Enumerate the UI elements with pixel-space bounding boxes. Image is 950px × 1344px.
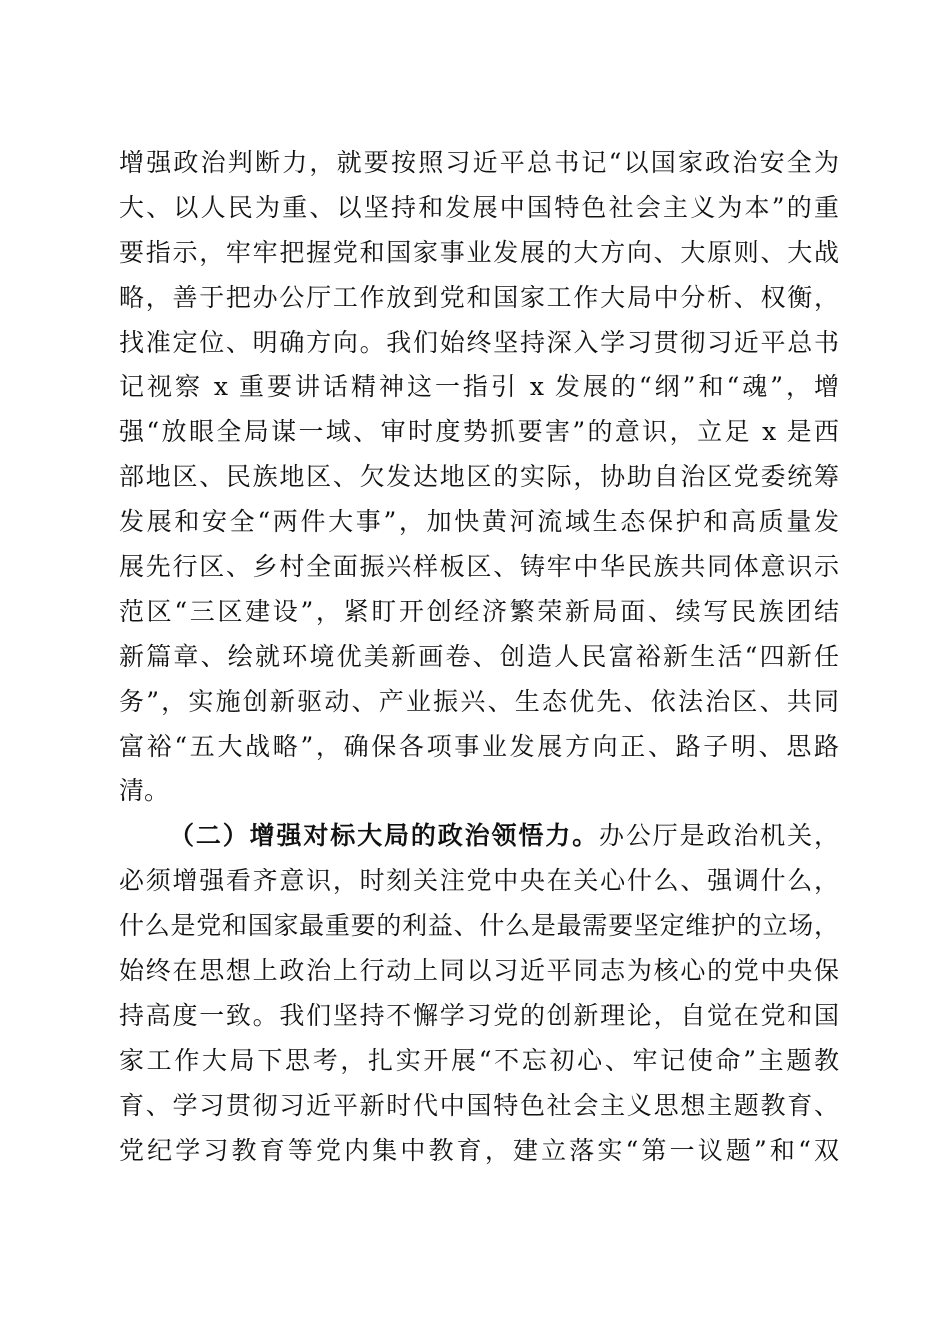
paragraph-line: 党纪学习教育等党内集中教育，建立落实“第一议题”和“双	[119, 1135, 839, 1165]
paragraph-line: 持高度一致。我们坚持不懈学习党的创新理论，自觉在党和国	[119, 1000, 839, 1030]
paragraph-line: 部地区、民族地区、欠发达地区的实际，协助自治区党委统筹	[119, 462, 839, 492]
paragraph-line: 什么是党和国家最重要的利益、什么是最需要坚定维护的立场，	[119, 911, 839, 941]
paragraph-line: 范区“三区建设”，紧盯开创经济繁荣新局面、续写民族团结	[119, 596, 839, 626]
paragraph-line: 清。	[119, 776, 170, 806]
paragraph-1	[119, 141, 839, 814]
paragraph-2	[119, 814, 839, 1173]
document-body	[119, 141, 839, 1173]
paragraph-line: 要指示，牢牢把握党和国家事业发展的大方向、大原则、大战	[119, 237, 839, 267]
paragraph-line: 增强政治判断力，就要按照习近平总书记“以国家政治安全为	[119, 148, 839, 177]
paragraph-heading-line	[119, 814, 839, 859]
heading-line-text: 办公厅是政治机关，	[598, 821, 839, 851]
paragraph-line: 大、以人民为重、以坚持和发展中国特色社会主义为本”的重	[119, 192, 839, 222]
paragraph-line: 略，善于把办公厅工作放到党和国家工作大局中分析、权衡，	[119, 282, 839, 312]
paragraph-line: 务”，实施创新驱动、产业振兴、生态优先、依法治区、共同	[119, 686, 839, 716]
paragraph-line: 富裕“五大战略”，确保各项事业发展方向正、路子明、思路	[119, 731, 839, 761]
paragraph-line: 家工作大局下思考，扎实开展“不忘初心、牢记使命”主题教	[119, 1045, 839, 1075]
paragraph-line: 发展和安全“两件大事”，加快黄河流域生态保护和高质量发	[119, 507, 839, 537]
paragraph-line: 育、学习贯彻习近平新时代中国特色社会主义思想主题教育、	[119, 1090, 839, 1120]
paragraph-line: 新篇章、绘就环境优美新画卷、创造人民富裕新生活“四新任	[119, 641, 839, 671]
paragraph-line: 展先行区、乡村全面振兴样板区、铸牢中华民族共同体意识示	[119, 552, 839, 582]
paragraph-line: 必须增强看齐意识，时刻关注党中央在关心什么、强调什么，	[119, 866, 839, 896]
section-heading: （二）增强对标大局的政治领悟力。	[169, 821, 599, 851]
paragraph-line: 记视察 x 重要讲话精神这一指引 x 发展的“纲”和“魂”，增	[119, 372, 839, 402]
paragraph-line: 找准定位、明确方向。我们始终坚持深入学习贯彻习近平总书	[119, 327, 839, 357]
paragraph-line: 始终在思想上政治上行动上同以习近平同志为核心的党中央保	[119, 956, 839, 986]
paragraph-line: 强“放眼全局谋一域、审时度势抓要害”的意识，立足 x 是西	[119, 417, 839, 447]
